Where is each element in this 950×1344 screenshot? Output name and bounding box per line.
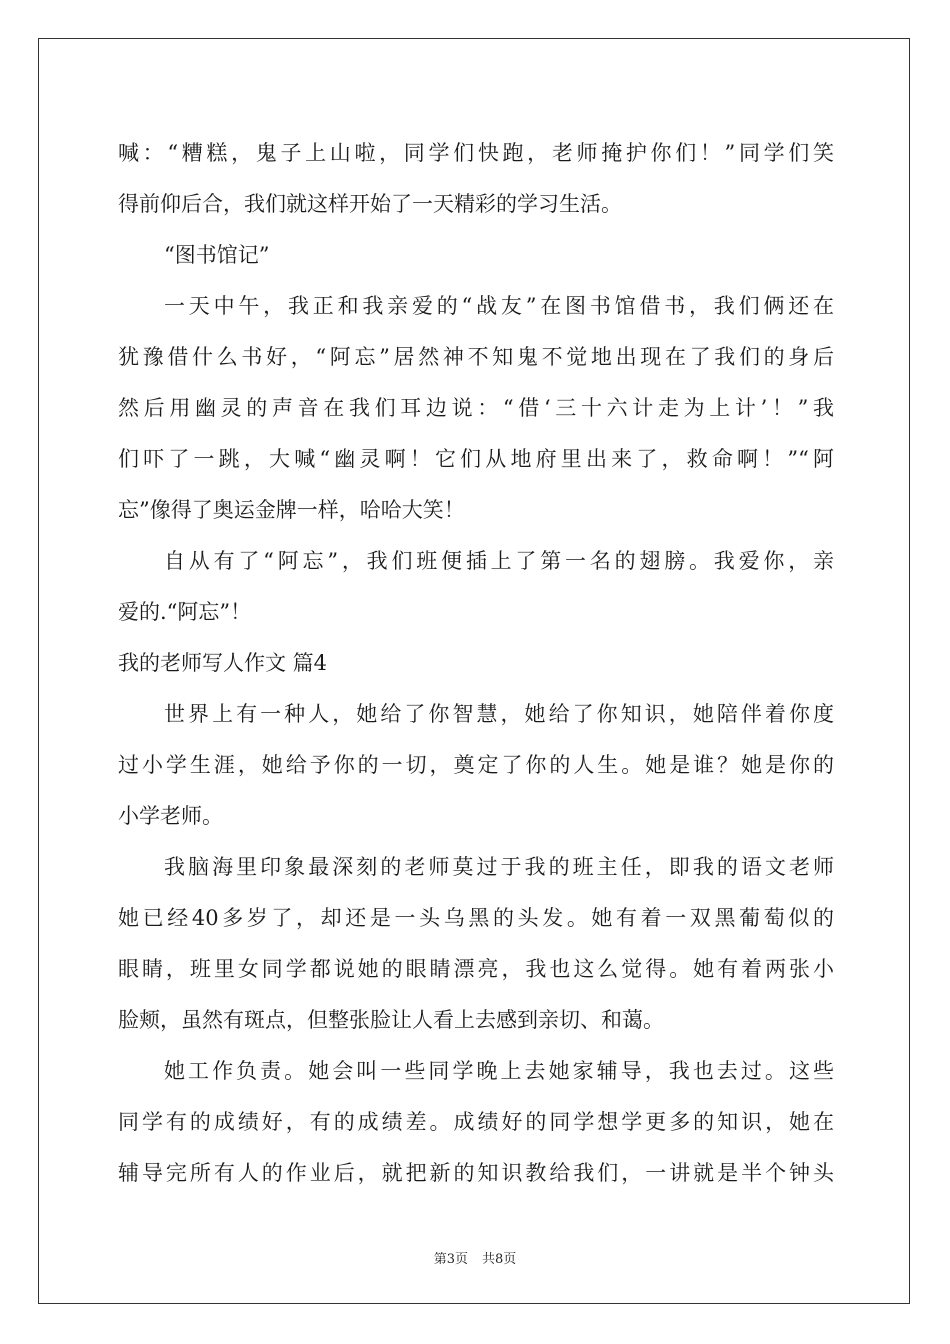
text-line: 她已经40多岁了，却还是一头乌黑的头发。她有着一双黑葡萄似的 <box>118 906 834 930</box>
page-number: 第3页 <box>433 1252 468 1267</box>
text-line: 过小学生涯，她给予你的一切，奠定了你的人生。她是谁？她是你的 <box>118 753 834 777</box>
text-line: 她工作负责。她会叫一些同学晚上去她家辅导，我也去过。这些 <box>164 1059 834 1083</box>
page-footer <box>0 1248 950 1267</box>
text-line: 自从有了“阿忘”，我们班便插上了第一名的翅膀。我爱你，亲 <box>164 549 834 573</box>
text-line: 世界上有一种人，她给了你智慧，她给了你知识，她陪伴着你度 <box>164 702 834 726</box>
text-line: 得前仰后合，我们就这样开始了一天精彩的学习生活。 <box>118 192 622 216</box>
text-line: 小学老师。 <box>118 804 223 828</box>
text-line: 眼睛，班里女同学都说她的眼睛漂亮，我也这么觉得。她有着两张小 <box>118 957 834 981</box>
text-line: 一天中午，我正和我亲爱的“战友”在图书馆借书，我们俩还在 <box>164 294 834 318</box>
section-subtitle: “图书馆记” <box>164 243 270 267</box>
text-line: 同学有的成绩好，有的成绩差。成绩好的同学想学更多的知识，她在 <box>118 1110 834 1134</box>
text-line: 然后用幽灵的声音在我们耳边说：“借‘三十六计走为上计’！”我 <box>118 396 834 420</box>
text-line: 们吓了一跳，大喊“幽灵啊！它们从地府里出来了，救命啊！”“阿 <box>118 447 834 471</box>
text-line: 犹豫借什么书好，“阿忘”居然神不知鬼不觉地出现在了我们的身后 <box>118 345 834 369</box>
text-line: 我脑海里印象最深刻的老师莫过于我的班主任，即我的语文老师 <box>164 855 834 879</box>
page-total: 共8页 <box>482 1252 517 1267</box>
section-heading: 我的老师写人作文 篇4 <box>118 651 328 675</box>
text-line: 忘”像得了奥运金牌一样，哈哈大笑！ <box>118 498 465 522</box>
text-line: 脸颊，虽然有斑点，但整张脸让人看上去感到亲切、和蔼。 <box>118 1008 664 1032</box>
text-line: 辅导完所有人的作业后，就把新的知识教给我们，一讲就是半个钟头 <box>118 1161 834 1185</box>
document-body <box>118 128 834 1199</box>
text-line: 爱的.“阿忘”！ <box>118 600 252 624</box>
text-line: 喊：“糟糕，鬼子上山啦，同学们快跑，老师掩护你们！”同学们笑 <box>118 141 834 165</box>
